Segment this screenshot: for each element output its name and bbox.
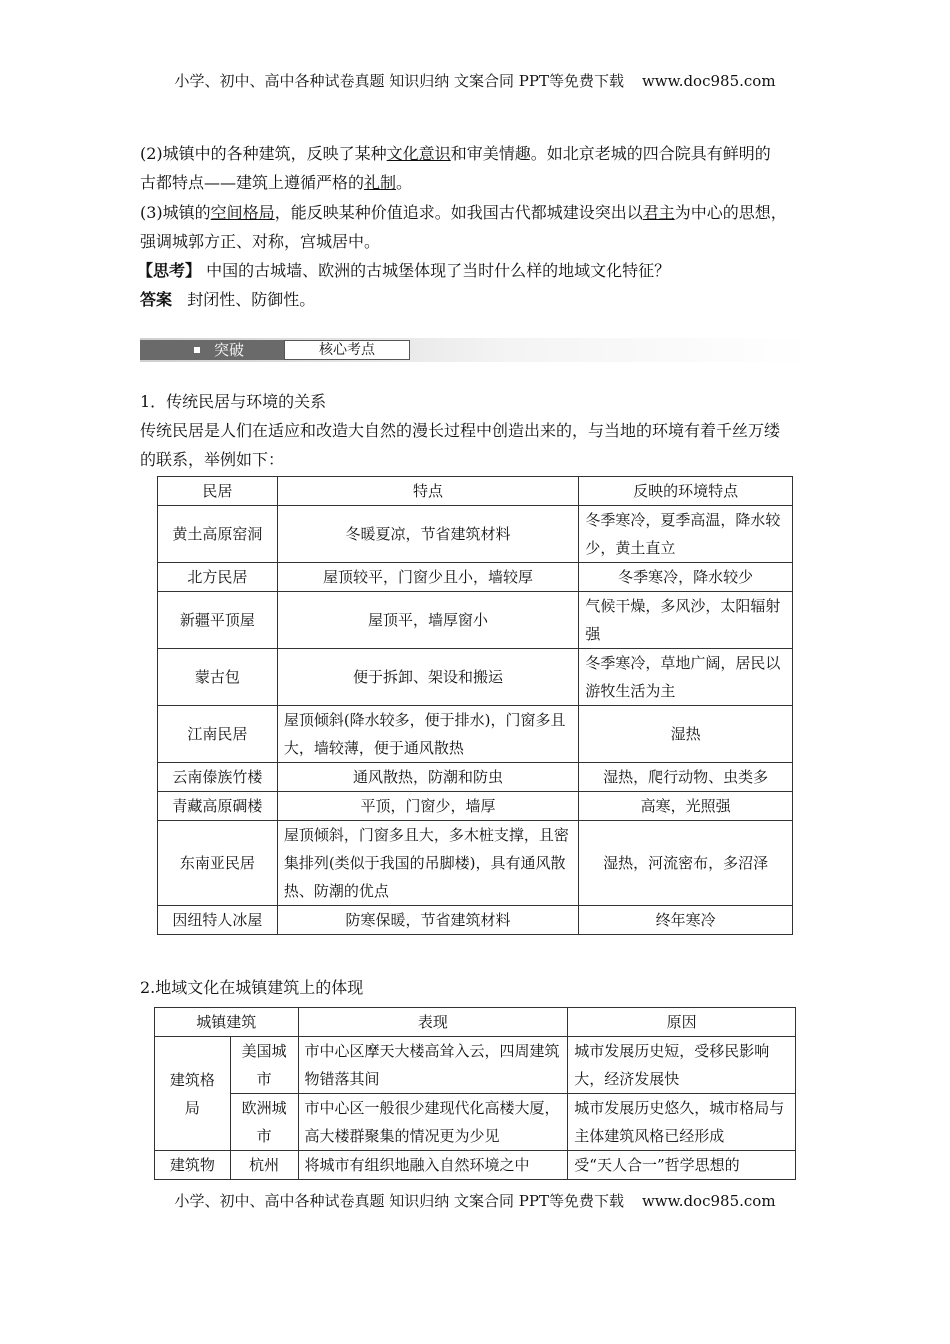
table-row bbox=[158, 563, 793, 592]
table-row bbox=[155, 1037, 796, 1094]
footer-text: 小学、初中、高中各种试卷真题 知识归纳 文案合同 PPT等免费下载 bbox=[174, 1192, 624, 1210]
dwelling-cell: 青藏高原碉楼 bbox=[158, 792, 278, 821]
environment-cell: 冬季寒冷，降水较少 bbox=[579, 563, 793, 592]
header-cell: 反映的环境特点 bbox=[579, 477, 793, 506]
dwelling-cell: 北方民居 bbox=[158, 563, 278, 592]
banner-left bbox=[140, 340, 284, 360]
table-row bbox=[158, 906, 793, 935]
text: 的联系，举例如下： bbox=[140, 450, 285, 469]
header-cell: 表现 bbox=[298, 1008, 568, 1037]
header-cell: 特点 bbox=[277, 477, 579, 506]
table-row bbox=[155, 1151, 796, 1180]
text: (3)城镇的 bbox=[140, 203, 211, 222]
table-row bbox=[155, 1094, 796, 1151]
dwelling-cell: 蒙古包 bbox=[158, 649, 278, 706]
banner-left-label: 突破 bbox=[214, 341, 245, 359]
feature-cell: 平顶，门窗少，墙厚 bbox=[277, 792, 579, 821]
feature-cell: 防寒保暖，节省建筑材料 bbox=[277, 906, 579, 935]
city-architecture-table bbox=[154, 1007, 796, 1180]
header-cell: 民居 bbox=[158, 477, 278, 506]
table-row bbox=[158, 649, 793, 706]
city-cell: 美国城市 bbox=[230, 1037, 298, 1094]
environment-cell: 气候干燥，多风沙，太阳辐射强 bbox=[579, 592, 793, 649]
page-header bbox=[0, 70, 950, 91]
group-cell: 建筑格局 bbox=[155, 1037, 231, 1151]
table-row bbox=[158, 706, 793, 763]
environment-cell: 终年寒冷 bbox=[579, 906, 793, 935]
dwelling-cell: 黄土高原窑洞 bbox=[158, 506, 278, 563]
header-text: 小学、初中、高中各种试卷真题 知识归纳 文案合同 PPT等免费下载 bbox=[174, 72, 624, 90]
text: 。 bbox=[396, 173, 413, 192]
environment-cell: 冬季寒冷，夏季高温，降水较少，黄土直立 bbox=[579, 506, 793, 563]
table-row bbox=[158, 506, 793, 563]
city-cell: 杭州 bbox=[230, 1151, 298, 1180]
section-1-title: 1．传统民居与环境的关系 bbox=[140, 392, 327, 411]
table-header-row bbox=[155, 1008, 796, 1037]
show-cell: 市中心区摩天大楼高耸入云，四周建筑物错落其间 bbox=[298, 1037, 568, 1094]
answer-label: 答案 bbox=[140, 290, 173, 309]
table-row bbox=[158, 821, 793, 906]
city-cell: 欧洲城市 bbox=[230, 1094, 298, 1151]
text: (2)城镇中的各种建筑，反映了某种 bbox=[140, 144, 387, 163]
table-header-row bbox=[158, 477, 793, 506]
feature-cell: 屋顶倾斜，门窗多且大，多木桩支撑，且密集排列(类似于我国的吊脚楼)，具有通风散热、防潮的优点 bbox=[277, 821, 579, 906]
text: 为中心的思想， bbox=[674, 203, 787, 222]
feature-cell: 便于拆卸、架设和搬运 bbox=[277, 649, 579, 706]
dwelling-table bbox=[157, 476, 793, 935]
dwelling-cell: 东南亚民居 bbox=[158, 821, 278, 906]
environment-cell: 湿热，河流密布，多沼泽 bbox=[579, 821, 793, 906]
environment-cell: 湿热 bbox=[579, 706, 793, 763]
environment-cell: 冬季寒冷，草地广阔，居民以游牧生活为主 bbox=[579, 649, 793, 706]
text: 古都特点——建筑上遵循严格的 bbox=[140, 173, 365, 192]
table-row bbox=[158, 592, 793, 649]
paragraph-3 bbox=[140, 198, 820, 256]
paragraph-2 bbox=[140, 139, 820, 197]
feature-cell: 通风散热，防潮和防虫 bbox=[277, 763, 579, 792]
think-text: 中国的古城墙、欧洲的古城堡体现了当时什么样的地域文化特征？ bbox=[206, 261, 671, 280]
think-label: 【思考】 bbox=[137, 261, 202, 280]
dwelling-cell: 因纽特人冰屋 bbox=[158, 906, 278, 935]
square-icon bbox=[194, 347, 200, 353]
dwelling-cell: 江南民居 bbox=[158, 706, 278, 763]
table-row bbox=[158, 763, 793, 792]
group-cell: 建筑物 bbox=[155, 1151, 231, 1180]
show-cell: 将城市有组织地融入自然环境之中 bbox=[298, 1151, 568, 1180]
answer bbox=[140, 285, 820, 314]
underlined-term: 文化意识 bbox=[386, 144, 451, 163]
section-1-intro bbox=[140, 416, 820, 474]
show-cell: 市中心区一般很少建现代化高楼大厦，高大楼群聚集的情况更为少见 bbox=[298, 1094, 568, 1151]
text: 传统民居是人们在适应和改造大自然的漫长过程中创造出来的，与当地的环境有着千丝万缕 bbox=[140, 421, 781, 440]
think-question bbox=[137, 256, 817, 285]
table-row bbox=[158, 792, 793, 821]
text: 和审美情趣。如北京老城的四合院具有鲜明的 bbox=[450, 144, 771, 163]
answer-text: 封闭性、防御性。 bbox=[187, 290, 316, 309]
reason-cell: 城市发展历史短，受移民影响大，经济发展快 bbox=[568, 1037, 796, 1094]
underlined-term: 空间格局 bbox=[210, 203, 275, 222]
feature-cell: 屋顶较平，门窗少且小，墙较厚 bbox=[277, 563, 579, 592]
header-url[interactable]: www.doc985.com bbox=[641, 72, 776, 90]
banner-right: 核心考点 bbox=[284, 340, 410, 360]
header-cell: 原因 bbox=[568, 1008, 796, 1037]
reason-cell: 受“天人合一”哲学思想的 bbox=[568, 1151, 796, 1180]
feature-cell: 屋顶平，墙厚窗小 bbox=[277, 592, 579, 649]
header-cell: 城镇建筑 bbox=[155, 1008, 299, 1037]
footer-url[interactable]: www.doc985.com bbox=[641, 1192, 776, 1210]
section-2-title: 2.地域文化在城镇建筑上的体现 bbox=[140, 978, 364, 997]
dwelling-cell: 新疆平顶屋 bbox=[158, 592, 278, 649]
text: 强调城郭方正、对称，宫城居中。 bbox=[140, 232, 381, 251]
environment-cell: 湿热，爬行动物、虫类多 bbox=[579, 763, 793, 792]
underlined-term: 君主 bbox=[642, 203, 675, 222]
page-footer bbox=[0, 1190, 950, 1211]
feature-cell: 冬暖夏凉，节省建筑材料 bbox=[277, 506, 579, 563]
dwelling-cell: 云南傣族竹楼 bbox=[158, 763, 278, 792]
reason-cell: 城市发展历史悠久，城市格局与主体建筑风格已经形成 bbox=[568, 1094, 796, 1151]
feature-cell: 屋顶倾斜(降水较多，便于排水)，门窗多且大，墙较薄，便于通风散热 bbox=[277, 706, 579, 763]
text: ，能反映某种价值追求。如我国古代都城建设突出以 bbox=[274, 203, 643, 222]
environment-cell: 高寒，光照强 bbox=[579, 792, 793, 821]
section-banner bbox=[140, 338, 810, 362]
underlined-term: 礼制 bbox=[364, 173, 397, 192]
